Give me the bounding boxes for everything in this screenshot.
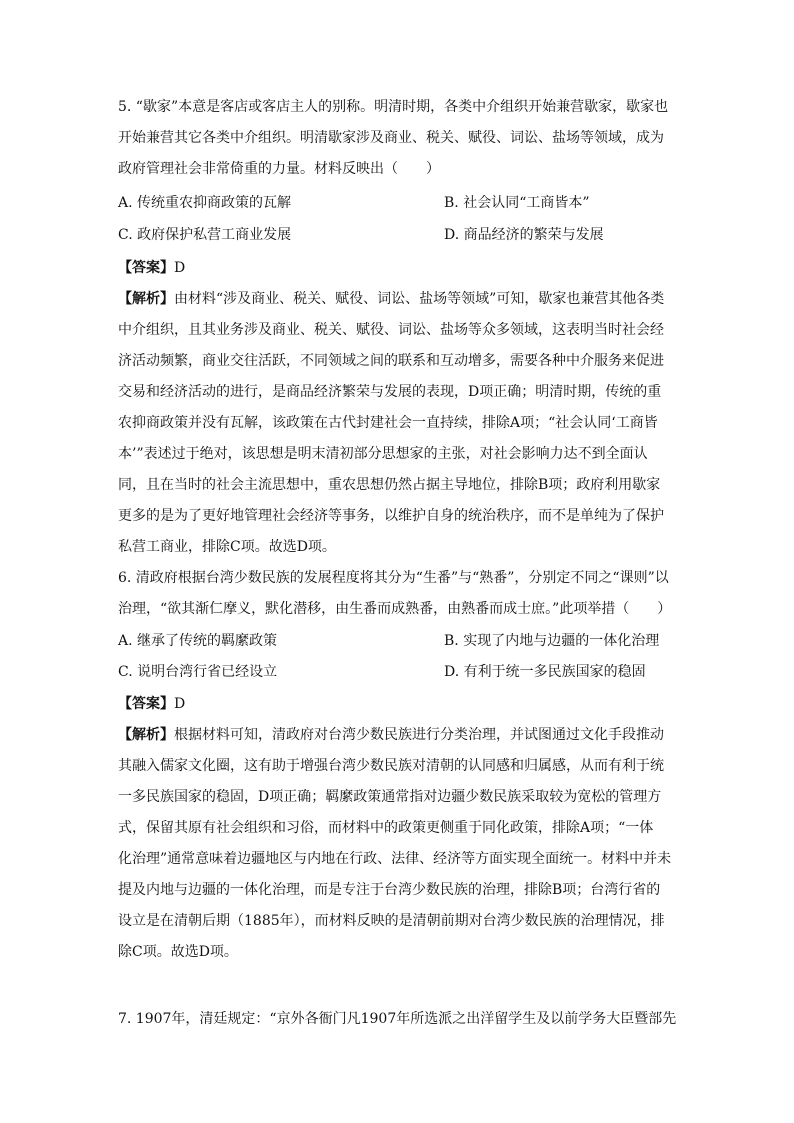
answer-label: 【答案】 (118, 696, 174, 712)
q6-analysis-line-1 (118, 725, 678, 745)
analysis-text: 由材料“涉及商业、税关、赋役、词讼、盐场等领域”可知，歇家也兼营其他各类 (174, 291, 665, 307)
q5-analysis-line-2: 中介组织，且其业务涉及商业、税关、赋役、词讼、盐场等众多领域，这表明当时社会经 (118, 322, 664, 338)
q5-analysis-line-7: 同，且在当时的社会主流思想中，重农思想仍然占据主导地位，排除B项；政府利用歇家 (118, 477, 661, 493)
q5-analysis-line-4: 交易和经济活动的进行，是商品经济繁荣与发展的表现，D项正确；明清时期，传统的重 (118, 384, 662, 400)
q5-option-d: D. 商品经济的繁荣与发展 (444, 227, 604, 243)
q6-option-a: A. 继承了传统的羁縻政策 (118, 633, 278, 649)
q6-stem-line-1: 6. 清政府根据台湾少数民族的发展程度将其分为“生番”与“熟番”，分别定不同之“课则”以 (118, 570, 669, 586)
q5-stem-line-1: 5. “歇家”本意是客店或客店主人的别称。明清时期，各类中介组织开始兼营歇家，歇家也 (118, 99, 669, 115)
q6-option-b: B. 实现了内地与边疆的一体化治理 (444, 633, 660, 649)
q6-analysis-line-4: 式，保留其原有社会组织和习俗，而材料中的政策更侧重于同化政策，排除A项；“一体 (118, 820, 654, 836)
q6-option-c: C. 说明台湾行省已经设立 (118, 664, 278, 680)
q6-analysis-line-6: 提及内地与边疆的一体化治理，而是专注于台湾少数民族的治理，排除B项；台湾行省的 (118, 882, 661, 898)
q6-analysis-line-7: 设立是在清朝后期（1885年），而材料反映的是清朝前期对台湾少数民族的治理情况，排 (118, 913, 665, 929)
q7-stem-line-1: 7. 1907年，清廷规定：“京外各衙门凡1907年所选派之出洋留学生及以前学务大臣暨部先 (118, 1011, 677, 1027)
answer-value: D (174, 696, 186, 712)
q6-analysis-line-8: 除C项。故选D项。 (118, 944, 238, 960)
q5-stem-line-2: 开始兼营其它各类中介组织。明清歇家涉及商业、税关、赋役、词讼、盐场等领域，成为 (118, 130, 664, 146)
q5-answer (118, 258, 678, 278)
q5-option-a: A. 传统重农抑商政策的瓦解 (118, 195, 292, 211)
answer-label: 【答案】 (118, 260, 174, 276)
q6-analysis-line-3: 一多民族国家的稳固，D项正确；羁縻政策通常指对边疆少数民族采取较为宽松的管理方 (118, 789, 662, 805)
q5-analysis-line-6: 本’”表述过于绝对，该思想是明末清初部分思想家的主张，对社会影响力达不到全面认 (118, 446, 648, 462)
q5-option-c: C. 政府保护私营工商业发展 (118, 227, 292, 243)
q5-option-b: B. 社会认同“工商皆本” (444, 195, 590, 211)
q6-answer (118, 694, 678, 714)
q5-analysis-line-3: 济活动频繁，商业交往活跃，不同领域之间的联系和互动增多，需要各种中介服务来促进 (118, 353, 664, 369)
analysis-text: 根据材料可知，清政府对台湾少数民族进行分类治理，并试图通过文化手段推动 (174, 727, 664, 743)
q5-stem-line-3: 政府管理社会非常倚重的力量。材料反映出（ ） (118, 161, 440, 177)
q6-stem-line-2: 治理，“欲其渐仁摩义，默化潜移，由生番而成熟番，由熟番而成士庶。”此项举措（ ） (118, 601, 672, 617)
q5-analysis-line-8: 更多的是为了更好地管理社会经济等事务，以维护自身的统治秩序，而不是单纯为了保护 (118, 508, 664, 524)
q6-option-d: D. 有利于统一多民族国家的稳固 (444, 664, 646, 680)
analysis-label: 【解析】 (118, 291, 174, 307)
analysis-label: 【解析】 (118, 727, 174, 743)
q6-analysis-line-5: 化治理”通常意味着边疆地区与内地在行政、法律、经济等方面实现全面统一。材料中并未 (118, 851, 672, 867)
q5-analysis-line-9: 私营工商业，排除C项。故选D项。 (118, 539, 336, 555)
q5-analysis-line-1 (118, 289, 678, 309)
answer-value: D (174, 260, 186, 276)
q6-analysis-line-2: 其融入儒家文化圈，这有助于增强台湾少数民族对清朝的认同感和归属感，从而有利于统 (118, 758, 664, 774)
q5-analysis-line-5: 农抑商政策并没有瓦解，该政策在古代封建社会一直持续，排除A项；“社会认同‘工商皆 (118, 415, 658, 431)
